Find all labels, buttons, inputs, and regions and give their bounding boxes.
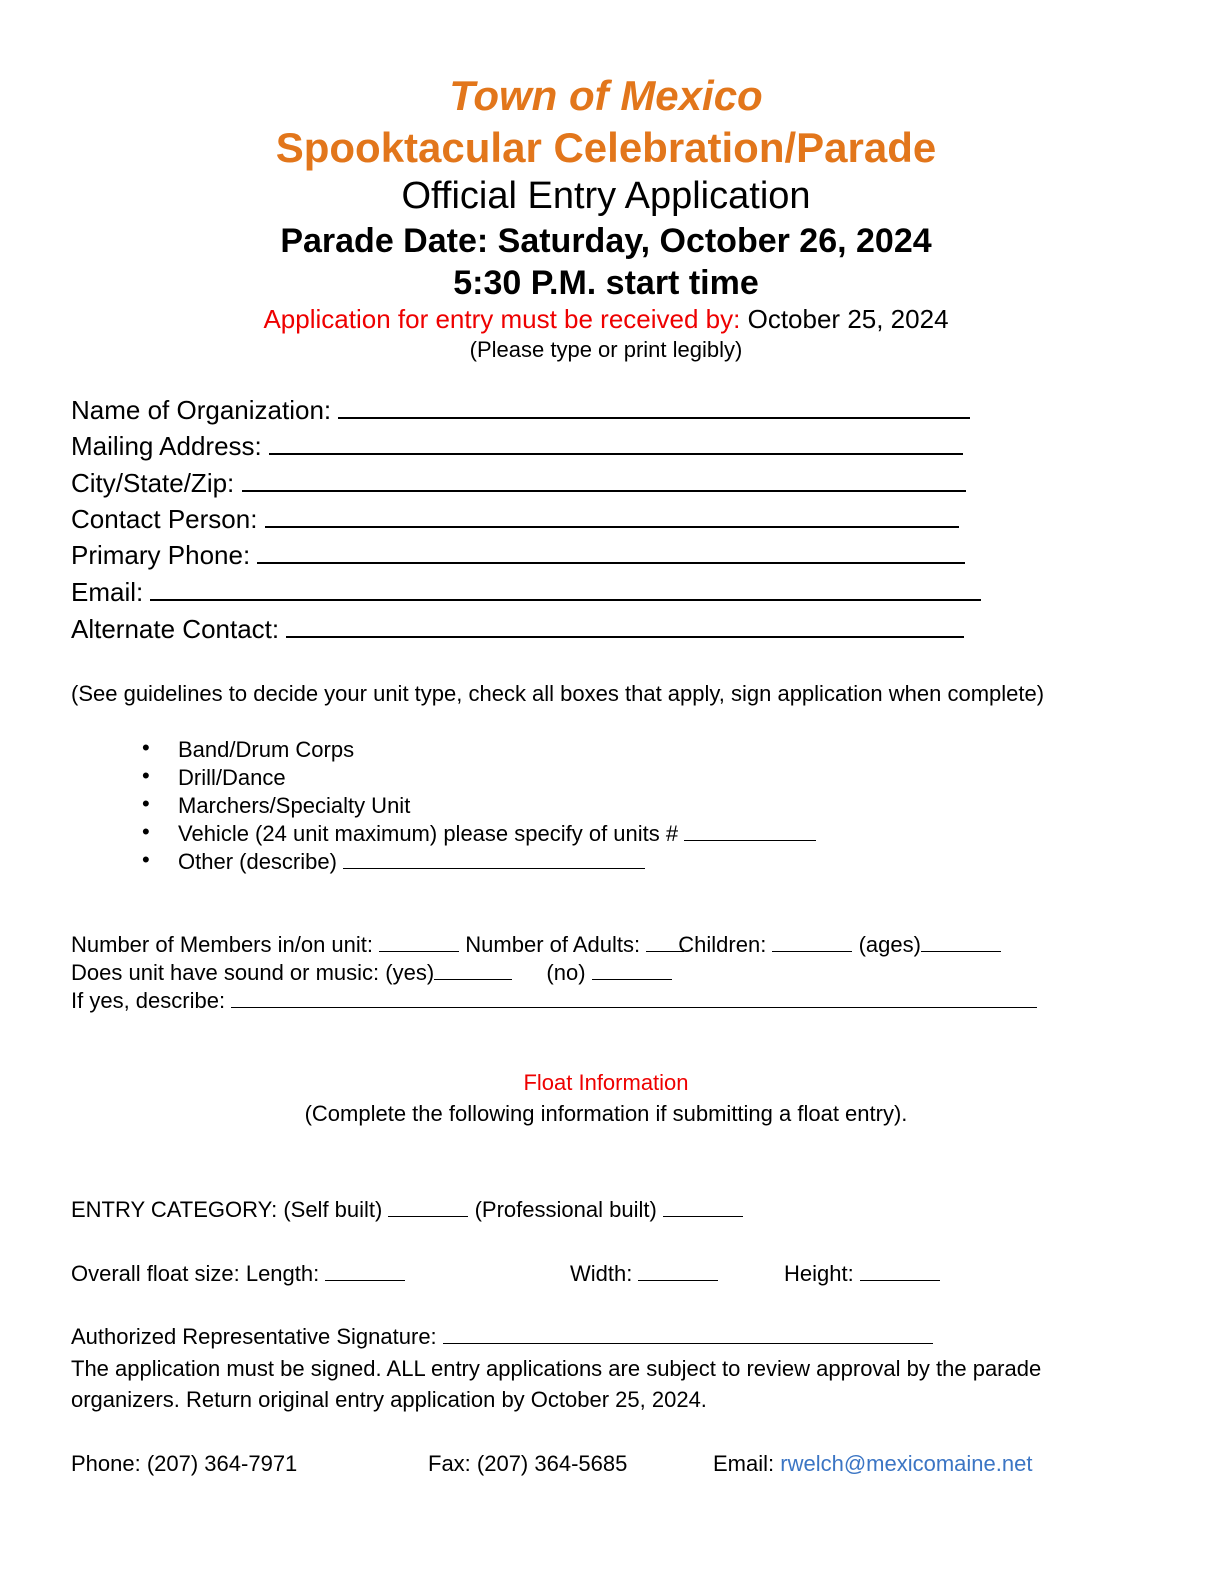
bullet-icon: • bbox=[142, 847, 150, 872]
length-label: Overall float size: Length: bbox=[71, 1261, 320, 1286]
unit-type-other: Other (describe) bbox=[178, 849, 337, 874]
field-label: Email: bbox=[71, 577, 144, 607]
sound-yes-line[interactable] bbox=[434, 979, 512, 980]
email-line[interactable] bbox=[150, 599, 981, 601]
parade-date: Parade Date: Saturday, October 26, 2024 bbox=[280, 222, 932, 260]
email-field[interactable] bbox=[71, 577, 981, 608]
field-label: Name of Organization: bbox=[71, 395, 332, 425]
field-label: Mailing Address: bbox=[71, 431, 262, 461]
entry-category-row bbox=[71, 1197, 743, 1223]
primary-phone-field[interactable] bbox=[71, 540, 965, 571]
footer-fax: Fax: (207) 364-5685 bbox=[428, 1451, 628, 1476]
children-line[interactable] bbox=[772, 951, 852, 952]
length-line[interactable] bbox=[325, 1280, 405, 1281]
email-label: Email: bbox=[713, 1451, 775, 1476]
float-heading: Float Information bbox=[523, 1070, 689, 1095]
unit-type-other-row[interactable] bbox=[178, 849, 645, 875]
height-label: Height: bbox=[784, 1261, 854, 1286]
sound-no-label: (no) bbox=[546, 960, 586, 985]
adults-label: Number of Adults: bbox=[465, 932, 641, 957]
ages-label: (ages) bbox=[858, 932, 921, 957]
describe-label: If yes, describe: bbox=[71, 988, 226, 1013]
professional-built-label: (Professional built) bbox=[474, 1197, 657, 1222]
field-label: City/State/Zip: bbox=[71, 468, 235, 498]
email-link[interactable]: rwelch@mexicomaine.net bbox=[780, 1451, 1033, 1476]
footer-email bbox=[713, 1451, 1032, 1477]
signature-note-line1: The application must be signed. ALL entry applications are subject to review approval by the parade bbox=[71, 1356, 1042, 1381]
sound-no-line[interactable] bbox=[592, 979, 672, 980]
float-width-field bbox=[570, 1261, 718, 1287]
ages-line[interactable] bbox=[921, 951, 1001, 952]
bullet-icon: • bbox=[142, 763, 150, 788]
width-label: Width: bbox=[570, 1261, 633, 1286]
vehicle-units-line[interactable] bbox=[684, 840, 816, 841]
footer-phone: Phone: (207) 364-7971 bbox=[71, 1451, 298, 1476]
deadline-label: Application for entry must be received by: bbox=[263, 304, 741, 334]
organization-name-line[interactable] bbox=[338, 417, 970, 419]
members-label: Number of Members in/on unit: bbox=[71, 932, 374, 957]
guidelines-note: (See guidelines to decide your unit type, check all boxes that apply, sign application when complete) bbox=[71, 681, 1045, 706]
deadline-date: October 25, 2024 bbox=[747, 304, 949, 334]
members-row bbox=[71, 932, 1001, 958]
signature-label: Authorized Representative Signature: bbox=[71, 1324, 437, 1349]
height-line[interactable] bbox=[860, 1280, 940, 1281]
signature-row bbox=[71, 1324, 933, 1350]
field-label: Contact Person: bbox=[71, 504, 258, 534]
self-built-label: ENTRY CATEGORY: (Self built) bbox=[71, 1197, 383, 1222]
alternate-contact-line[interactable] bbox=[286, 636, 964, 638]
print-instruction: (Please type or print legibly) bbox=[469, 337, 743, 362]
float-height-field bbox=[784, 1261, 940, 1287]
other-describe-line[interactable] bbox=[343, 868, 645, 869]
city-state-zip-field[interactable] bbox=[71, 468, 966, 499]
alternate-contact-field[interactable] bbox=[71, 614, 964, 645]
describe-row bbox=[71, 988, 1037, 1014]
field-label: Primary Phone: bbox=[71, 540, 251, 570]
width-line[interactable] bbox=[638, 1280, 718, 1281]
sound-label: Does unit have sound or music: (yes) bbox=[71, 960, 435, 985]
unit-type-marchers[interactable]: Marchers/Specialty Unit bbox=[178, 793, 411, 818]
contact-person-line[interactable] bbox=[265, 526, 959, 528]
field-label: Alternate Contact: bbox=[71, 614, 280, 644]
bullet-icon: • bbox=[142, 819, 150, 844]
city-state-zip-line[interactable] bbox=[242, 490, 966, 492]
bullet-icon: • bbox=[142, 735, 150, 760]
mailing-address-line[interactable] bbox=[269, 453, 963, 455]
organization-name-field[interactable] bbox=[71, 395, 970, 426]
members-line[interactable] bbox=[379, 951, 459, 952]
unit-type-vehicle-row[interactable] bbox=[178, 821, 816, 847]
float-length-field bbox=[71, 1261, 405, 1287]
float-note: (Complete the following information if submitting a float entry). bbox=[304, 1101, 908, 1126]
start-time: 5:30 P.M. start time bbox=[453, 264, 759, 302]
primary-phone-line[interactable] bbox=[257, 562, 965, 564]
bullet-icon: • bbox=[142, 791, 150, 816]
professional-built-line[interactable] bbox=[663, 1216, 743, 1217]
town-title: Town of Mexico bbox=[449, 72, 763, 119]
signature-line[interactable] bbox=[443, 1343, 933, 1344]
sound-row bbox=[71, 960, 672, 986]
unit-type-drill[interactable]: Drill/Dance bbox=[178, 765, 286, 790]
self-built-line[interactable] bbox=[388, 1216, 468, 1217]
unit-type-vehicle: Vehicle (24 unit maximum) please specify of units # bbox=[178, 821, 679, 846]
unit-type-band[interactable]: Band/Drum Corps bbox=[178, 737, 355, 762]
children-label: Children: bbox=[678, 932, 767, 957]
document-title: Official Entry Application bbox=[401, 175, 811, 217]
describe-line[interactable] bbox=[231, 1007, 1037, 1008]
deadline-line bbox=[0, 304, 1212, 335]
event-title: Spooktacular Celebration/Parade bbox=[275, 124, 937, 171]
signature-note-line2: organizers. Return original entry application by October 25, 2024. bbox=[71, 1387, 707, 1412]
mailing-address-field[interactable] bbox=[71, 431, 963, 462]
contact-person-field[interactable] bbox=[71, 504, 959, 535]
